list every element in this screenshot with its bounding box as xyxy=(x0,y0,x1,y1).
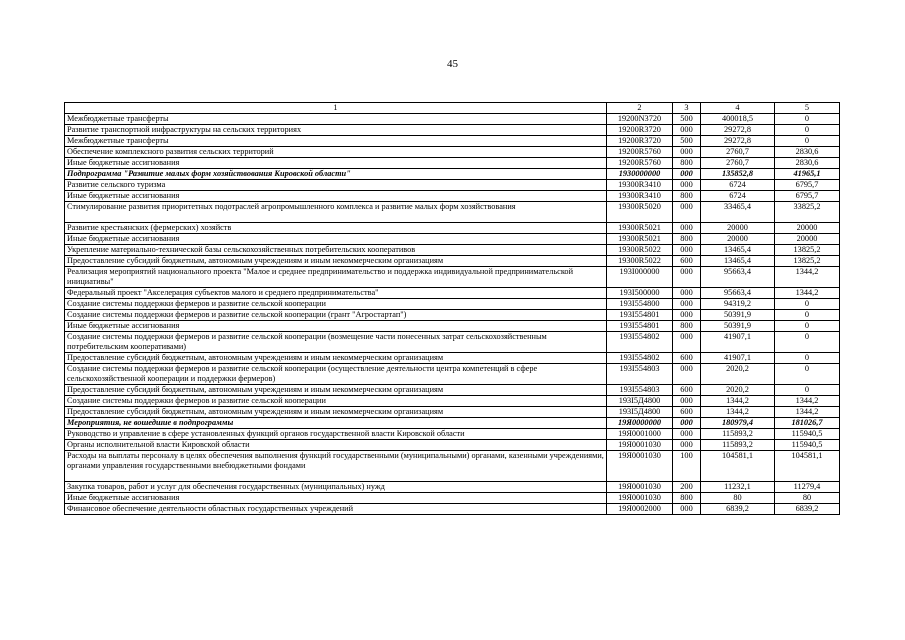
row-value-2024-cell: 6795,7 xyxy=(775,180,840,191)
row-name-cell: Иные бюджетные ассигнования xyxy=(65,234,607,245)
row-type-cell: 800 xyxy=(673,234,701,245)
row-value-2024-cell: 0 xyxy=(775,136,840,147)
row-name-cell: Межбюджетные трансферты xyxy=(65,114,607,125)
row-value-2023-cell: 20000 xyxy=(701,234,775,245)
row-type-cell: 000 xyxy=(673,440,701,451)
row-type-cell: 000 xyxy=(673,418,701,429)
table-row xyxy=(65,234,840,245)
row-type-cell: 000 xyxy=(673,147,701,158)
row-name-cell: Предоставление субсидий бюджетным, автономным учреждениям и иным некоммерческим организациям xyxy=(65,407,607,418)
row-value-2024-cell: 181026,7 xyxy=(775,418,840,429)
row-code-cell: 19Я0001030 xyxy=(607,451,673,482)
table-row xyxy=(65,396,840,407)
row-name-cell: Создание системы поддержки фермеров и развитие сельской кооперации (возмещение части понесенных затрат сельскохозяйственным потребительским кооперативами) xyxy=(65,332,607,353)
row-type-cell: 000 xyxy=(673,223,701,234)
table-row xyxy=(65,451,840,482)
row-code-cell: 19Я0000000 xyxy=(607,418,673,429)
row-name-cell: Подпрограмма "Развитие малых форм хозяйствования Кировской области" xyxy=(65,169,607,180)
row-type-cell: 000 xyxy=(673,245,701,256)
table-row xyxy=(65,385,840,396)
row-code-cell: 19300R5022 xyxy=(607,256,673,267)
row-value-2024-cell: 1344,2 xyxy=(775,407,840,418)
row-value-2023-cell: 400018,5 xyxy=(701,114,775,125)
table-row xyxy=(65,202,840,223)
row-value-2024-cell: 0 xyxy=(775,385,840,396)
row-code-cell: 193I554800 xyxy=(607,299,673,310)
row-name-cell: Иные бюджетные ассигнования xyxy=(65,158,607,169)
row-value-2024-cell: 20000 xyxy=(775,223,840,234)
row-code-cell: 193I554801 xyxy=(607,321,673,332)
row-value-2023-cell: 50391,9 xyxy=(701,310,775,321)
header-cell: 1 xyxy=(65,103,607,114)
row-name-cell: Финансовое обеспечение деятельности областных государственных учреждений xyxy=(65,504,607,515)
row-code-cell: 19300R3410 xyxy=(607,191,673,202)
row-value-2024-cell: 104581,1 xyxy=(775,451,840,482)
row-type-cell: 600 xyxy=(673,407,701,418)
budget-table xyxy=(64,102,840,515)
table-row xyxy=(65,169,840,180)
row-value-2024-cell: 20000 xyxy=(775,234,840,245)
row-value-2024-cell: 0 xyxy=(775,364,840,385)
row-value-2024-cell: 0 xyxy=(775,299,840,310)
row-type-cell: 000 xyxy=(673,288,701,299)
row-value-2023-cell: 6839,2 xyxy=(701,504,775,515)
row-value-2023-cell: 80 xyxy=(701,493,775,504)
table-header-row xyxy=(65,103,840,114)
row-value-2024-cell: 1344,2 xyxy=(775,288,840,299)
row-name-cell: Обеспечение комплексного развития сельских территорий xyxy=(65,147,607,158)
row-value-2023-cell: 2020,2 xyxy=(701,364,775,385)
table-row xyxy=(65,158,840,169)
row-code-cell: 19200R3720 xyxy=(607,136,673,147)
row-code-cell: 19Я0001030 xyxy=(607,493,673,504)
row-name-cell: Создание системы поддержки фермеров и развитие сельской кооперации (осуществление деятельности центра компетенций в сфере сельскохозяйственной кооперации и поддержки фермеров) xyxy=(65,364,607,385)
table-row xyxy=(65,364,840,385)
row-value-2023-cell: 41907,1 xyxy=(701,353,775,364)
row-name-cell: Предоставление субсидий бюджетным, автономным учреждениям и иным некоммерческим организациям xyxy=(65,256,607,267)
row-value-2024-cell: 0 xyxy=(775,353,840,364)
row-value-2024-cell: 115940,5 xyxy=(775,429,840,440)
row-value-2024-cell: 1344,2 xyxy=(775,396,840,407)
table-row xyxy=(65,256,840,267)
table-row xyxy=(65,136,840,147)
row-type-cell: 000 xyxy=(673,202,701,223)
row-name-cell: Мероприятия, не вошедшие в подпрограммы xyxy=(65,418,607,429)
row-code-cell: 19200N3720 xyxy=(607,114,673,125)
row-value-2024-cell: 13825,2 xyxy=(775,245,840,256)
row-value-2023-cell: 95663,4 xyxy=(701,267,775,288)
row-name-cell: Стимулирование развития приоритетных подотраслей агропромышленного комплекса и развитие малых форм хозяйствования xyxy=(65,202,607,223)
row-type-cell: 000 xyxy=(673,429,701,440)
row-name-cell: Развитие крестьянских (фермерских) хозяйств xyxy=(65,223,607,234)
row-code-cell: 193I500000 xyxy=(607,288,673,299)
row-value-2023-cell: 2760,7 xyxy=(701,147,775,158)
row-type-cell: 600 xyxy=(673,385,701,396)
row-name-cell: Иные бюджетные ассигнования xyxy=(65,493,607,504)
row-value-2024-cell: 0 xyxy=(775,332,840,353)
row-value-2023-cell: 2760,7 xyxy=(701,158,775,169)
row-value-2023-cell: 50391,9 xyxy=(701,321,775,332)
row-value-2023-cell: 13465,4 xyxy=(701,245,775,256)
row-code-cell: 193I000000 xyxy=(607,267,673,288)
row-code-cell: 19300R5020 xyxy=(607,202,673,223)
row-type-cell: 800 xyxy=(673,158,701,169)
table-row xyxy=(65,223,840,234)
row-code-cell: 193I5Д4800 xyxy=(607,407,673,418)
table-row xyxy=(65,353,840,364)
row-type-cell: 000 xyxy=(673,364,701,385)
row-value-2023-cell: 115893,2 xyxy=(701,440,775,451)
table-row xyxy=(65,267,840,288)
row-code-cell: 19300R5022 xyxy=(607,245,673,256)
row-value-2023-cell: 29272,8 xyxy=(701,125,775,136)
row-value-2023-cell: 20000 xyxy=(701,223,775,234)
table-row xyxy=(65,147,840,158)
row-type-cell: 200 xyxy=(673,482,701,493)
row-value-2023-cell: 29272,8 xyxy=(701,136,775,147)
table-row xyxy=(65,482,840,493)
header-cell: 3 xyxy=(673,103,701,114)
table-row xyxy=(65,504,840,515)
row-value-2023-cell: 180979,4 xyxy=(701,418,775,429)
header-cell: 4 xyxy=(701,103,775,114)
row-value-2023-cell: 41907,1 xyxy=(701,332,775,353)
row-value-2024-cell: 0 xyxy=(775,114,840,125)
row-value-2023-cell: 135852,8 xyxy=(701,169,775,180)
row-code-cell: 193I554803 xyxy=(607,385,673,396)
row-code-cell: 19Я0001030 xyxy=(607,440,673,451)
table-row xyxy=(65,288,840,299)
row-type-cell: 600 xyxy=(673,256,701,267)
row-code-cell: 19Я0001030 xyxy=(607,482,673,493)
row-name-cell: Федеральный проект "Акселерация субъектов малого и среднего предпринимательства" xyxy=(65,288,607,299)
row-value-2023-cell: 6724 xyxy=(701,180,775,191)
table-row xyxy=(65,245,840,256)
table-row xyxy=(65,299,840,310)
row-name-cell: Межбюджетные трансферты xyxy=(65,136,607,147)
row-name-cell: Создание системы поддержки фермеров и развитие сельской кооперации xyxy=(65,299,607,310)
table-row xyxy=(65,191,840,202)
row-type-cell: 800 xyxy=(673,191,701,202)
row-name-cell: Создание системы поддержки фермеров и развитие сельской кооперации xyxy=(65,396,607,407)
row-value-2023-cell: 33465,4 xyxy=(701,202,775,223)
row-code-cell: 193I554801 xyxy=(607,310,673,321)
row-value-2024-cell: 13825,2 xyxy=(775,256,840,267)
table-row xyxy=(65,418,840,429)
table-row xyxy=(65,114,840,125)
row-type-cell: 000 xyxy=(673,125,701,136)
row-value-2024-cell: 0 xyxy=(775,321,840,332)
row-type-cell: 100 xyxy=(673,451,701,482)
row-type-cell: 500 xyxy=(673,114,701,125)
table-row xyxy=(65,332,840,353)
row-name-cell: Развитие транспортной инфраструктуры на сельских территориях xyxy=(65,125,607,136)
page-number: 45 xyxy=(447,58,458,70)
table-row xyxy=(65,310,840,321)
row-value-2023-cell: 95663,4 xyxy=(701,288,775,299)
row-value-2024-cell: 0 xyxy=(775,125,840,136)
row-value-2024-cell: 33825,2 xyxy=(775,202,840,223)
row-type-cell: 000 xyxy=(673,504,701,515)
table-row xyxy=(65,440,840,451)
row-code-cell: 193I554802 xyxy=(607,332,673,353)
row-name-cell: Иные бюджетные ассигнования xyxy=(65,191,607,202)
header-cell: 5 xyxy=(775,103,840,114)
row-type-cell: 000 xyxy=(673,332,701,353)
row-value-2023-cell: 1344,2 xyxy=(701,407,775,418)
header-cell: 2 xyxy=(607,103,673,114)
row-value-2024-cell: 6839,2 xyxy=(775,504,840,515)
row-type-cell: 800 xyxy=(673,493,701,504)
row-code-cell: 19Я0001000 xyxy=(607,429,673,440)
row-name-cell: Закупка товаров, работ и услуг для обеспечения государственных (муниципальных) нужд xyxy=(65,482,607,493)
row-value-2024-cell: 2830,6 xyxy=(775,147,840,158)
row-name-cell: Укрепление материально-технической базы сельскохозяйственных потребительских кооперативов xyxy=(65,245,607,256)
table-row xyxy=(65,493,840,504)
row-value-2024-cell: 115940,5 xyxy=(775,440,840,451)
row-type-cell: 000 xyxy=(673,169,701,180)
table-row xyxy=(65,407,840,418)
row-type-cell: 000 xyxy=(673,396,701,407)
row-code-cell: 19200R3720 xyxy=(607,125,673,136)
row-code-cell: 19300R5021 xyxy=(607,234,673,245)
row-name-cell: Иные бюджетные ассигнования xyxy=(65,321,607,332)
row-value-2023-cell: 1344,2 xyxy=(701,396,775,407)
row-code-cell: 193I554803 xyxy=(607,364,673,385)
row-value-2024-cell: 1344,2 xyxy=(775,267,840,288)
row-type-cell: 000 xyxy=(673,310,701,321)
row-name-cell: Органы исполнительной власти Кировской области xyxy=(65,440,607,451)
table-row xyxy=(65,429,840,440)
table-row xyxy=(65,125,840,136)
row-value-2024-cell: 80 xyxy=(775,493,840,504)
row-code-cell: 193I5Д4800 xyxy=(607,396,673,407)
table-row xyxy=(65,321,840,332)
row-value-2023-cell: 115893,2 xyxy=(701,429,775,440)
row-name-cell: Реализация мероприятий национального проекта "Малое и среднее предпринимательство и поддержка индивидуальной предпринимательской инициативы" xyxy=(65,267,607,288)
row-type-cell: 600 xyxy=(673,353,701,364)
row-name-cell: Расходы на выплаты персоналу в целях обеспечения выполнения функций государственными (муниципальными) органами, казенными учреждениями, органами управления государственными внебюджетными фондами xyxy=(65,451,607,482)
row-name-cell: Предоставление субсидий бюджетным, автономным учреждениям и иным некоммерческим организациям xyxy=(65,353,607,364)
row-value-2023-cell: 11232,1 xyxy=(701,482,775,493)
row-value-2023-cell: 6724 xyxy=(701,191,775,202)
row-code-cell: 19200R5760 xyxy=(607,158,673,169)
row-code-cell: 193I554802 xyxy=(607,353,673,364)
row-name-cell: Руководство и управление в сфере установленных функций органов государственной власти Кировской области xyxy=(65,429,607,440)
row-code-cell: 19300R5021 xyxy=(607,223,673,234)
row-value-2023-cell: 94319,2 xyxy=(701,299,775,310)
row-name-cell: Развитие сельского туризма xyxy=(65,180,607,191)
row-code-cell: 19300R3410 xyxy=(607,180,673,191)
row-type-cell: 500 xyxy=(673,136,701,147)
row-name-cell: Предоставление субсидий бюджетным, автономным учреждениям и иным некоммерческим организациям xyxy=(65,385,607,396)
table-row xyxy=(65,180,840,191)
row-value-2024-cell: 0 xyxy=(775,310,840,321)
row-code-cell: 19200R5760 xyxy=(607,147,673,158)
row-name-cell: Создание системы поддержки фермеров и развитие сельской кооперации (грант "Агростартап") xyxy=(65,310,607,321)
row-value-2023-cell: 2020,2 xyxy=(701,385,775,396)
row-code-cell: 1930000000 xyxy=(607,169,673,180)
row-value-2024-cell: 41965,1 xyxy=(775,169,840,180)
row-value-2024-cell: 11279,4 xyxy=(775,482,840,493)
row-type-cell: 000 xyxy=(673,267,701,288)
row-value-2024-cell: 2830,6 xyxy=(775,158,840,169)
row-value-2024-cell: 6795,7 xyxy=(775,191,840,202)
row-value-2023-cell: 13465,4 xyxy=(701,256,775,267)
row-type-cell: 000 xyxy=(673,180,701,191)
row-type-cell: 800 xyxy=(673,321,701,332)
row-type-cell: 000 xyxy=(673,299,701,310)
row-code-cell: 19Я0002000 xyxy=(607,504,673,515)
row-value-2023-cell: 104581,1 xyxy=(701,451,775,482)
